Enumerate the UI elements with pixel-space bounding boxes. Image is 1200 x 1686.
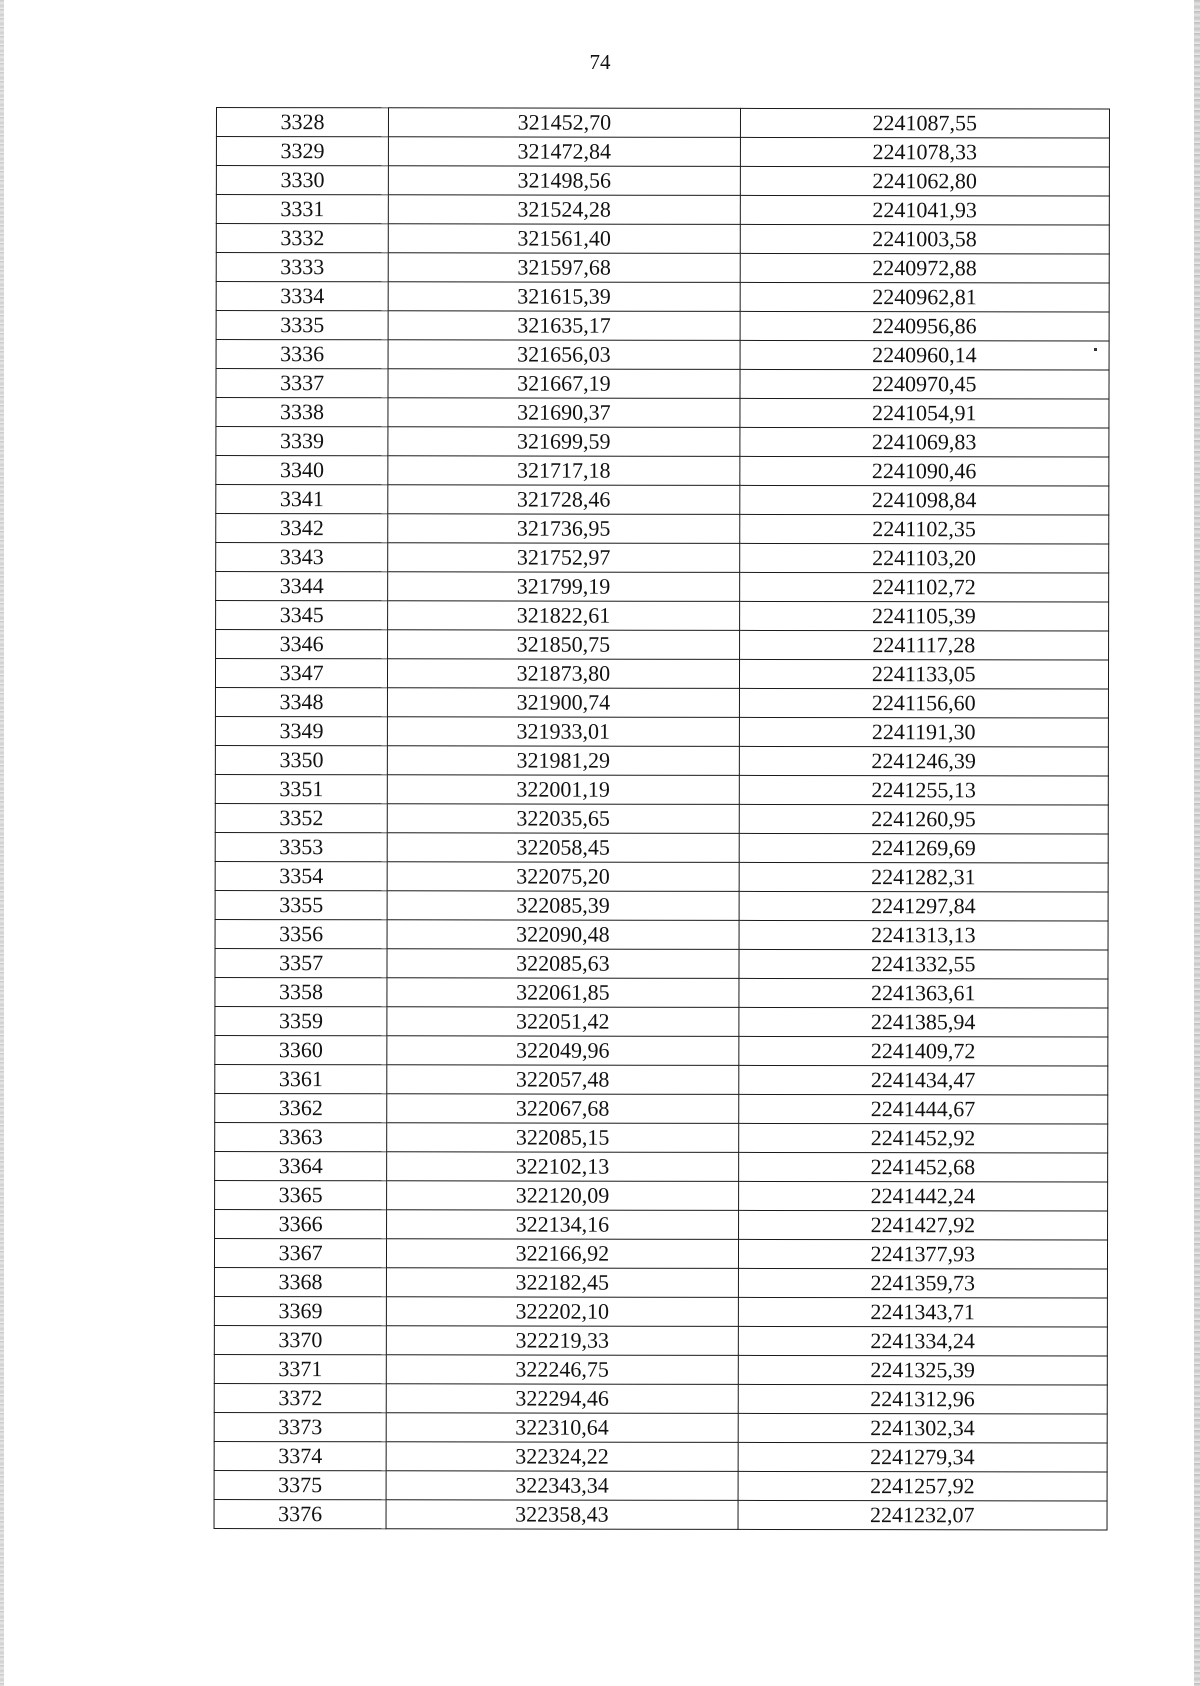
y-coordinate-cell: 2241117,28: [739, 630, 1108, 660]
coordinates-table: [214, 107, 1110, 1531]
x-coordinate-cell: 322134,16: [387, 1210, 738, 1240]
point-number-cell: 3328: [216, 108, 388, 137]
x-coordinate-cell: 322049,96: [387, 1036, 738, 1066]
table-row: [215, 948, 1108, 979]
x-coordinate-cell: 322294,46: [386, 1384, 737, 1414]
table-row: [214, 1325, 1107, 1356]
point-number-cell: 3364: [215, 1151, 387, 1180]
x-coordinate-cell: 321981,29: [388, 746, 739, 776]
point-number-cell: 3330: [216, 166, 388, 195]
x-coordinate-cell: 321900,74: [388, 688, 739, 718]
table-row: [215, 1035, 1108, 1066]
y-coordinate-cell: 2241385,94: [738, 1007, 1107, 1037]
y-coordinate-cell: 2241334,24: [738, 1326, 1107, 1356]
point-number-cell: 3360: [215, 1035, 387, 1064]
table-row: [216, 485, 1109, 516]
table-row: [216, 630, 1109, 661]
x-coordinate-cell: 321498,56: [389, 166, 740, 196]
table-row: [216, 601, 1109, 632]
table-row: [214, 1354, 1107, 1385]
y-coordinate-cell: 2241191,30: [739, 717, 1108, 747]
point-number-cell: 3331: [216, 195, 388, 224]
x-coordinate-cell: 322246,75: [386, 1355, 737, 1385]
y-coordinate-cell: 2241442,24: [738, 1181, 1107, 1211]
point-number-cell: 3345: [216, 601, 388, 630]
table-row: [216, 195, 1109, 226]
x-coordinate-cell: 321850,75: [388, 630, 739, 660]
point-number-cell: 3367: [214, 1238, 386, 1267]
x-coordinate-cell: 322067,68: [387, 1094, 738, 1124]
point-number-cell: 3363: [215, 1122, 387, 1151]
point-number-cell: 3375: [214, 1470, 386, 1499]
y-coordinate-cell: 2241087,55: [740, 108, 1109, 138]
x-coordinate-cell: 322085,63: [387, 949, 738, 979]
point-number-cell: 3353: [215, 832, 387, 861]
table-row: [214, 1296, 1107, 1327]
table-row: [215, 1064, 1108, 1095]
point-number-cell: 3348: [215, 688, 387, 717]
table-row: [215, 659, 1108, 690]
y-coordinate-cell: 2241269,69: [739, 833, 1108, 863]
table-row: [216, 282, 1109, 313]
x-coordinate-cell: 322057,48: [387, 1065, 738, 1095]
x-coordinate-cell: 321799,19: [388, 572, 739, 602]
y-coordinate-cell: 2240960,14: [740, 340, 1109, 370]
table-row: [215, 745, 1108, 776]
table-row: [215, 803, 1108, 834]
y-coordinate-cell: 2241041,93: [740, 195, 1109, 225]
y-coordinate-cell: 2241343,71: [738, 1297, 1107, 1327]
point-number-cell: 3341: [216, 485, 388, 514]
x-coordinate-cell: 321873,80: [388, 659, 739, 689]
table-row: [216, 369, 1109, 400]
y-coordinate-cell: 2241452,68: [738, 1152, 1107, 1182]
table-row: [215, 716, 1108, 747]
point-number-cell: 3373: [214, 1412, 386, 1441]
point-number-cell: 3344: [216, 572, 388, 601]
x-coordinate-cell: 322120,09: [387, 1181, 738, 1211]
table-row: [216, 572, 1109, 603]
point-number-cell: 3347: [215, 659, 387, 688]
table-row: [216, 543, 1109, 574]
point-number-cell: 3337: [216, 369, 388, 398]
point-number-cell: 3372: [214, 1383, 386, 1412]
point-number-cell: 3340: [216, 456, 388, 485]
point-number-cell: 3332: [216, 224, 388, 253]
table-row: [215, 1180, 1108, 1211]
y-coordinate-cell: 2241232,07: [738, 1500, 1107, 1530]
point-number-cell: 3351: [215, 774, 387, 803]
table-row: [216, 398, 1109, 429]
y-coordinate-cell: 2241452,92: [738, 1123, 1107, 1153]
x-coordinate-cell: 321752,97: [388, 543, 739, 573]
x-coordinate-cell: 321597,68: [388, 253, 739, 283]
table-body: [214, 108, 1109, 1531]
table-row: [215, 688, 1108, 719]
point-number-cell: 3329: [216, 137, 388, 166]
table-row: [215, 1122, 1108, 1153]
x-coordinate-cell: 322075,20: [387, 862, 738, 892]
point-number-cell: 3358: [215, 977, 387, 1006]
x-coordinate-cell: 321452,70: [389, 108, 740, 138]
point-number-cell: 3350: [215, 745, 387, 774]
y-coordinate-cell: 2241427,92: [738, 1210, 1107, 1240]
table-row: [214, 1412, 1107, 1443]
point-number-cell: 3342: [216, 514, 388, 543]
x-coordinate-cell: 321736,95: [388, 514, 739, 544]
point-number-cell: 3355: [215, 890, 387, 919]
y-coordinate-cell: 2241078,33: [740, 137, 1109, 167]
y-coordinate-cell: 2240970,45: [740, 369, 1109, 399]
table-row: [216, 456, 1109, 487]
x-coordinate-cell: 322061,85: [387, 978, 738, 1008]
table-row: [216, 108, 1109, 139]
table-row: [215, 1209, 1108, 1240]
x-coordinate-cell: 322182,45: [387, 1268, 738, 1298]
table-row: [215, 919, 1108, 950]
point-number-cell: 3374: [214, 1441, 386, 1470]
y-coordinate-cell: 2241255,13: [739, 775, 1108, 805]
scan-edge-left: [0, 0, 4, 1686]
x-coordinate-cell: 322085,15: [387, 1123, 738, 1153]
y-coordinate-cell: 2241279,34: [738, 1442, 1107, 1472]
y-coordinate-cell: 2241297,84: [739, 891, 1108, 921]
point-number-cell: 3361: [215, 1064, 387, 1093]
x-coordinate-cell: 322051,42: [387, 1007, 738, 1037]
point-number-cell: 3368: [214, 1267, 386, 1296]
y-coordinate-cell: 2241090,46: [739, 456, 1108, 486]
y-coordinate-cell: 2241363,61: [739, 978, 1108, 1008]
table-row: [215, 1006, 1108, 1037]
x-coordinate-cell: 321656,03: [388, 340, 739, 370]
table-row: [215, 977, 1108, 1008]
x-coordinate-cell: 321615,39: [388, 282, 739, 312]
y-coordinate-cell: 2241282,31: [739, 862, 1108, 892]
y-coordinate-cell: 2241003,58: [740, 224, 1109, 254]
table-row: [216, 137, 1109, 168]
x-coordinate-cell: 322310,64: [386, 1413, 737, 1443]
y-coordinate-cell: 2241054,91: [740, 398, 1109, 428]
y-coordinate-cell: 2241156,60: [739, 688, 1108, 718]
point-number-cell: 3346: [216, 630, 388, 659]
table-row: [215, 1151, 1108, 1182]
y-coordinate-cell: 2241105,39: [739, 601, 1108, 631]
table-row: [214, 1238, 1107, 1269]
x-coordinate-cell: 322001,19: [387, 775, 738, 805]
x-coordinate-cell: 322358,43: [386, 1500, 737, 1530]
y-coordinate-cell: 2241332,55: [739, 949, 1108, 979]
y-coordinate-cell: 2241062,80: [740, 166, 1109, 196]
point-number-cell: 3357: [215, 948, 387, 977]
x-coordinate-cell: 321472,84: [389, 137, 740, 167]
point-number-cell: 3349: [215, 716, 387, 745]
table-row: [214, 1383, 1107, 1414]
point-number-cell: 3338: [216, 398, 388, 427]
y-coordinate-cell: 2241359,73: [738, 1268, 1107, 1298]
point-number-cell: 3335: [216, 311, 388, 340]
x-coordinate-cell: 322219,33: [387, 1326, 738, 1356]
y-coordinate-cell: 2241246,39: [739, 746, 1108, 776]
y-coordinate-cell: 2241260,95: [739, 804, 1108, 834]
table-row: [216, 514, 1109, 545]
x-coordinate-cell: 321524,28: [388, 195, 739, 225]
y-coordinate-cell: 2241098,84: [739, 485, 1108, 515]
scan-edge-right: [1194, 0, 1200, 1686]
table-row: [216, 311, 1109, 342]
point-number-cell: 3343: [216, 543, 388, 572]
y-coordinate-cell: 2241102,72: [739, 572, 1108, 602]
point-number-cell: 3339: [216, 427, 388, 456]
page-number: 74: [589, 50, 611, 74]
x-coordinate-cell: 321635,17: [388, 311, 739, 341]
x-coordinate-cell: 322058,45: [387, 833, 738, 863]
table-row: [215, 832, 1108, 863]
y-coordinate-cell: 2241444,67: [738, 1094, 1107, 1124]
table-row: [216, 427, 1109, 458]
x-coordinate-cell: 322035,65: [387, 804, 738, 834]
y-coordinate-cell: 2241377,93: [738, 1239, 1107, 1269]
y-coordinate-cell: 2241325,39: [738, 1355, 1107, 1385]
point-number-cell: 3369: [214, 1296, 386, 1325]
table-row: [214, 1267, 1107, 1298]
y-coordinate-cell: 2241409,72: [738, 1036, 1107, 1066]
table-row: [214, 1441, 1107, 1472]
x-coordinate-cell: 321561,40: [388, 224, 739, 254]
y-coordinate-cell: 2240962,81: [740, 282, 1109, 312]
point-number-cell: 3334: [216, 282, 388, 311]
x-coordinate-cell: 321933,01: [388, 717, 739, 747]
point-number-cell: 3336: [216, 340, 388, 369]
y-coordinate-cell: 2241312,96: [738, 1384, 1107, 1414]
y-coordinate-cell: 2241313,13: [739, 920, 1108, 950]
point-number-cell: 3362: [215, 1093, 387, 1122]
y-coordinate-cell: 2241257,92: [738, 1471, 1107, 1501]
point-number-cell: 3370: [214, 1325, 386, 1354]
y-coordinate-cell: 2241102,35: [739, 514, 1108, 544]
table-row: [216, 166, 1109, 197]
point-number-cell: 3359: [215, 1006, 387, 1035]
y-coordinate-cell: 2241133,05: [739, 659, 1108, 689]
x-coordinate-cell: 322324,22: [386, 1442, 737, 1472]
point-number-cell: 3376: [214, 1499, 386, 1528]
y-coordinate-cell: 2241069,83: [739, 427, 1108, 457]
x-coordinate-cell: 321728,46: [388, 485, 739, 515]
x-coordinate-cell: 322090,48: [387, 920, 738, 950]
x-coordinate-cell: 321690,37: [388, 398, 739, 428]
x-coordinate-cell: 322102,13: [387, 1152, 738, 1182]
y-coordinate-cell: 2241302,34: [738, 1413, 1107, 1443]
y-coordinate-cell: 2240972,88: [740, 253, 1109, 283]
table-row: [216, 224, 1109, 255]
x-coordinate-cell: 321717,18: [388, 456, 739, 486]
table-row: [215, 774, 1108, 805]
point-number-cell: 3366: [215, 1209, 387, 1238]
x-coordinate-cell: 321667,19: [388, 369, 739, 399]
point-number-cell: 3333: [216, 253, 388, 282]
x-coordinate-cell: 321822,61: [388, 601, 739, 631]
table-row: [215, 861, 1108, 892]
table-row: [216, 253, 1109, 284]
table-row: [215, 890, 1108, 921]
table-row: [216, 340, 1109, 371]
table-row: [215, 1093, 1108, 1124]
point-number-cell: 3365: [215, 1180, 387, 1209]
y-coordinate-cell: 2241434,47: [738, 1065, 1107, 1095]
x-coordinate-cell: 322085,39: [387, 891, 738, 921]
point-number-cell: 3354: [215, 861, 387, 890]
y-coordinate-cell: 2240956,86: [740, 311, 1109, 341]
point-number-cell: 3371: [214, 1354, 386, 1383]
point-number-cell: 3356: [215, 919, 387, 948]
x-coordinate-cell: 322343,34: [386, 1471, 737, 1501]
x-coordinate-cell: 321699,59: [388, 427, 739, 457]
y-coordinate-cell: 2241103,20: [739, 543, 1108, 573]
x-coordinate-cell: 322166,92: [387, 1239, 738, 1269]
x-coordinate-cell: 322202,10: [387, 1297, 738, 1327]
point-number-cell: 3352: [215, 803, 387, 832]
table-row: [214, 1470, 1107, 1501]
table-row: [214, 1499, 1107, 1530]
